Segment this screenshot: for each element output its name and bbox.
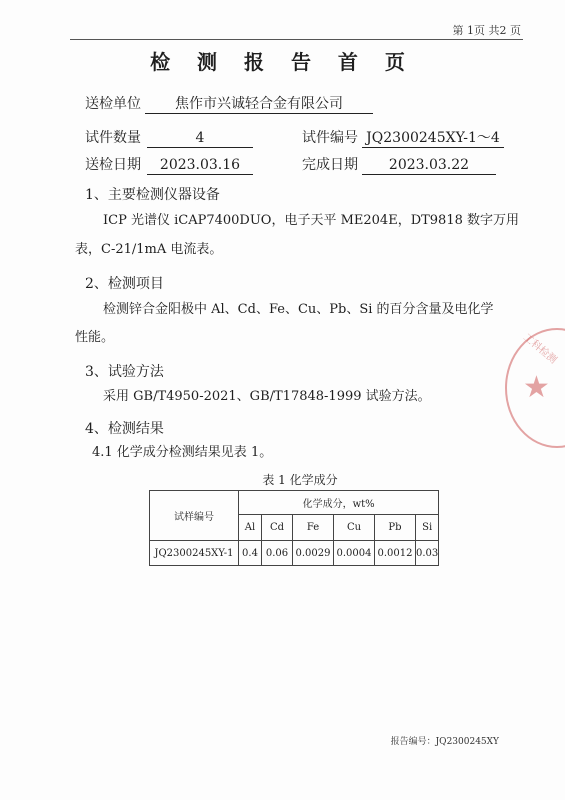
table-caption: 表 1 化学成分 [262, 473, 338, 487]
section-2-line-1: 检测锌合金阳极中 Al、Cd、Fe、Cu、Pb、Si 的百分含量及电化学 [103, 302, 494, 317]
section-1-line-1: ICP 光谱仪 iCAP7400DUO，电子天平 ME204E，DT9818 数字万用 [103, 213, 520, 228]
col-header-group: 化学成分，wt% [239, 491, 439, 515]
page-indicator: 第 1页 共2 页 [452, 24, 521, 37]
col-header-element: Cu [334, 515, 375, 541]
finish-date-row [302, 154, 496, 175]
col-header-element: Si [416, 515, 439, 541]
header-rule [70, 39, 523, 40]
col-header-specimen: 试样编号 [150, 491, 239, 541]
client-row [85, 93, 373, 114]
send-date-row [85, 154, 253, 175]
cell-value: 0.03 [416, 541, 439, 566]
cell-value: 0.06 [262, 541, 293, 566]
section-4-title: 4、检测结果 [85, 421, 164, 437]
col-header-element: Cd [262, 515, 293, 541]
client-value: 焦作市兴诚轻合金有限公司 [145, 95, 373, 114]
table-row [150, 541, 439, 566]
cell-value: 0.0004 [334, 541, 375, 566]
col-header-element: Al [239, 515, 262, 541]
seal-text: 工科检测 [520, 331, 559, 367]
cell-specimen: JQ2300245XY-1 [150, 541, 239, 566]
section-1-title: 1、主要检测仪器设备 [85, 187, 220, 203]
specimen-no-value: JQ2300245XY-1～4 [362, 129, 504, 148]
qty-label: 试件数量 [85, 130, 141, 146]
page-title: 检 测 报 告 首 页 [150, 50, 415, 74]
section-3-line-1: 采用 GB/T4950-2021、GB/T17848-1999 试验方法。 [103, 389, 431, 404]
send-date-label: 送检日期 [85, 157, 141, 173]
official-seal [505, 328, 565, 448]
cell-value: 0.4 [239, 541, 262, 566]
specimen-no-label: 试件编号 [302, 130, 358, 146]
finish-date-value: 2023.03.22 [362, 156, 496, 175]
client-label: 送检单位 [85, 96, 141, 112]
col-header-element: Fe [293, 515, 334, 541]
report-number: 报告编号：JQ2300245XY [390, 737, 499, 747]
cell-value: 0.0029 [293, 541, 334, 566]
qty-value: 4 [147, 129, 253, 148]
section-3-title: 3、试验方法 [85, 364, 164, 380]
finish-date-label: 完成日期 [302, 157, 358, 173]
cell-value: 0.0012 [375, 541, 416, 566]
section-2-line-2: 性能。 [75, 330, 115, 345]
section-1-line-2: 表，C-21/1mA 电流表。 [75, 242, 223, 257]
qty-row [85, 127, 253, 148]
send-date-value: 2023.03.16 [147, 156, 253, 175]
specimen-no-row [302, 127, 504, 148]
seal-star-icon: ★ [523, 370, 550, 405]
col-header-element: Pb [375, 515, 416, 541]
section-4-subtitle: 4.1 化学成分检测结果见表 1。 [92, 445, 273, 460]
chemical-composition-table [149, 490, 439, 566]
section-2-title: 2、检测项目 [85, 276, 164, 292]
